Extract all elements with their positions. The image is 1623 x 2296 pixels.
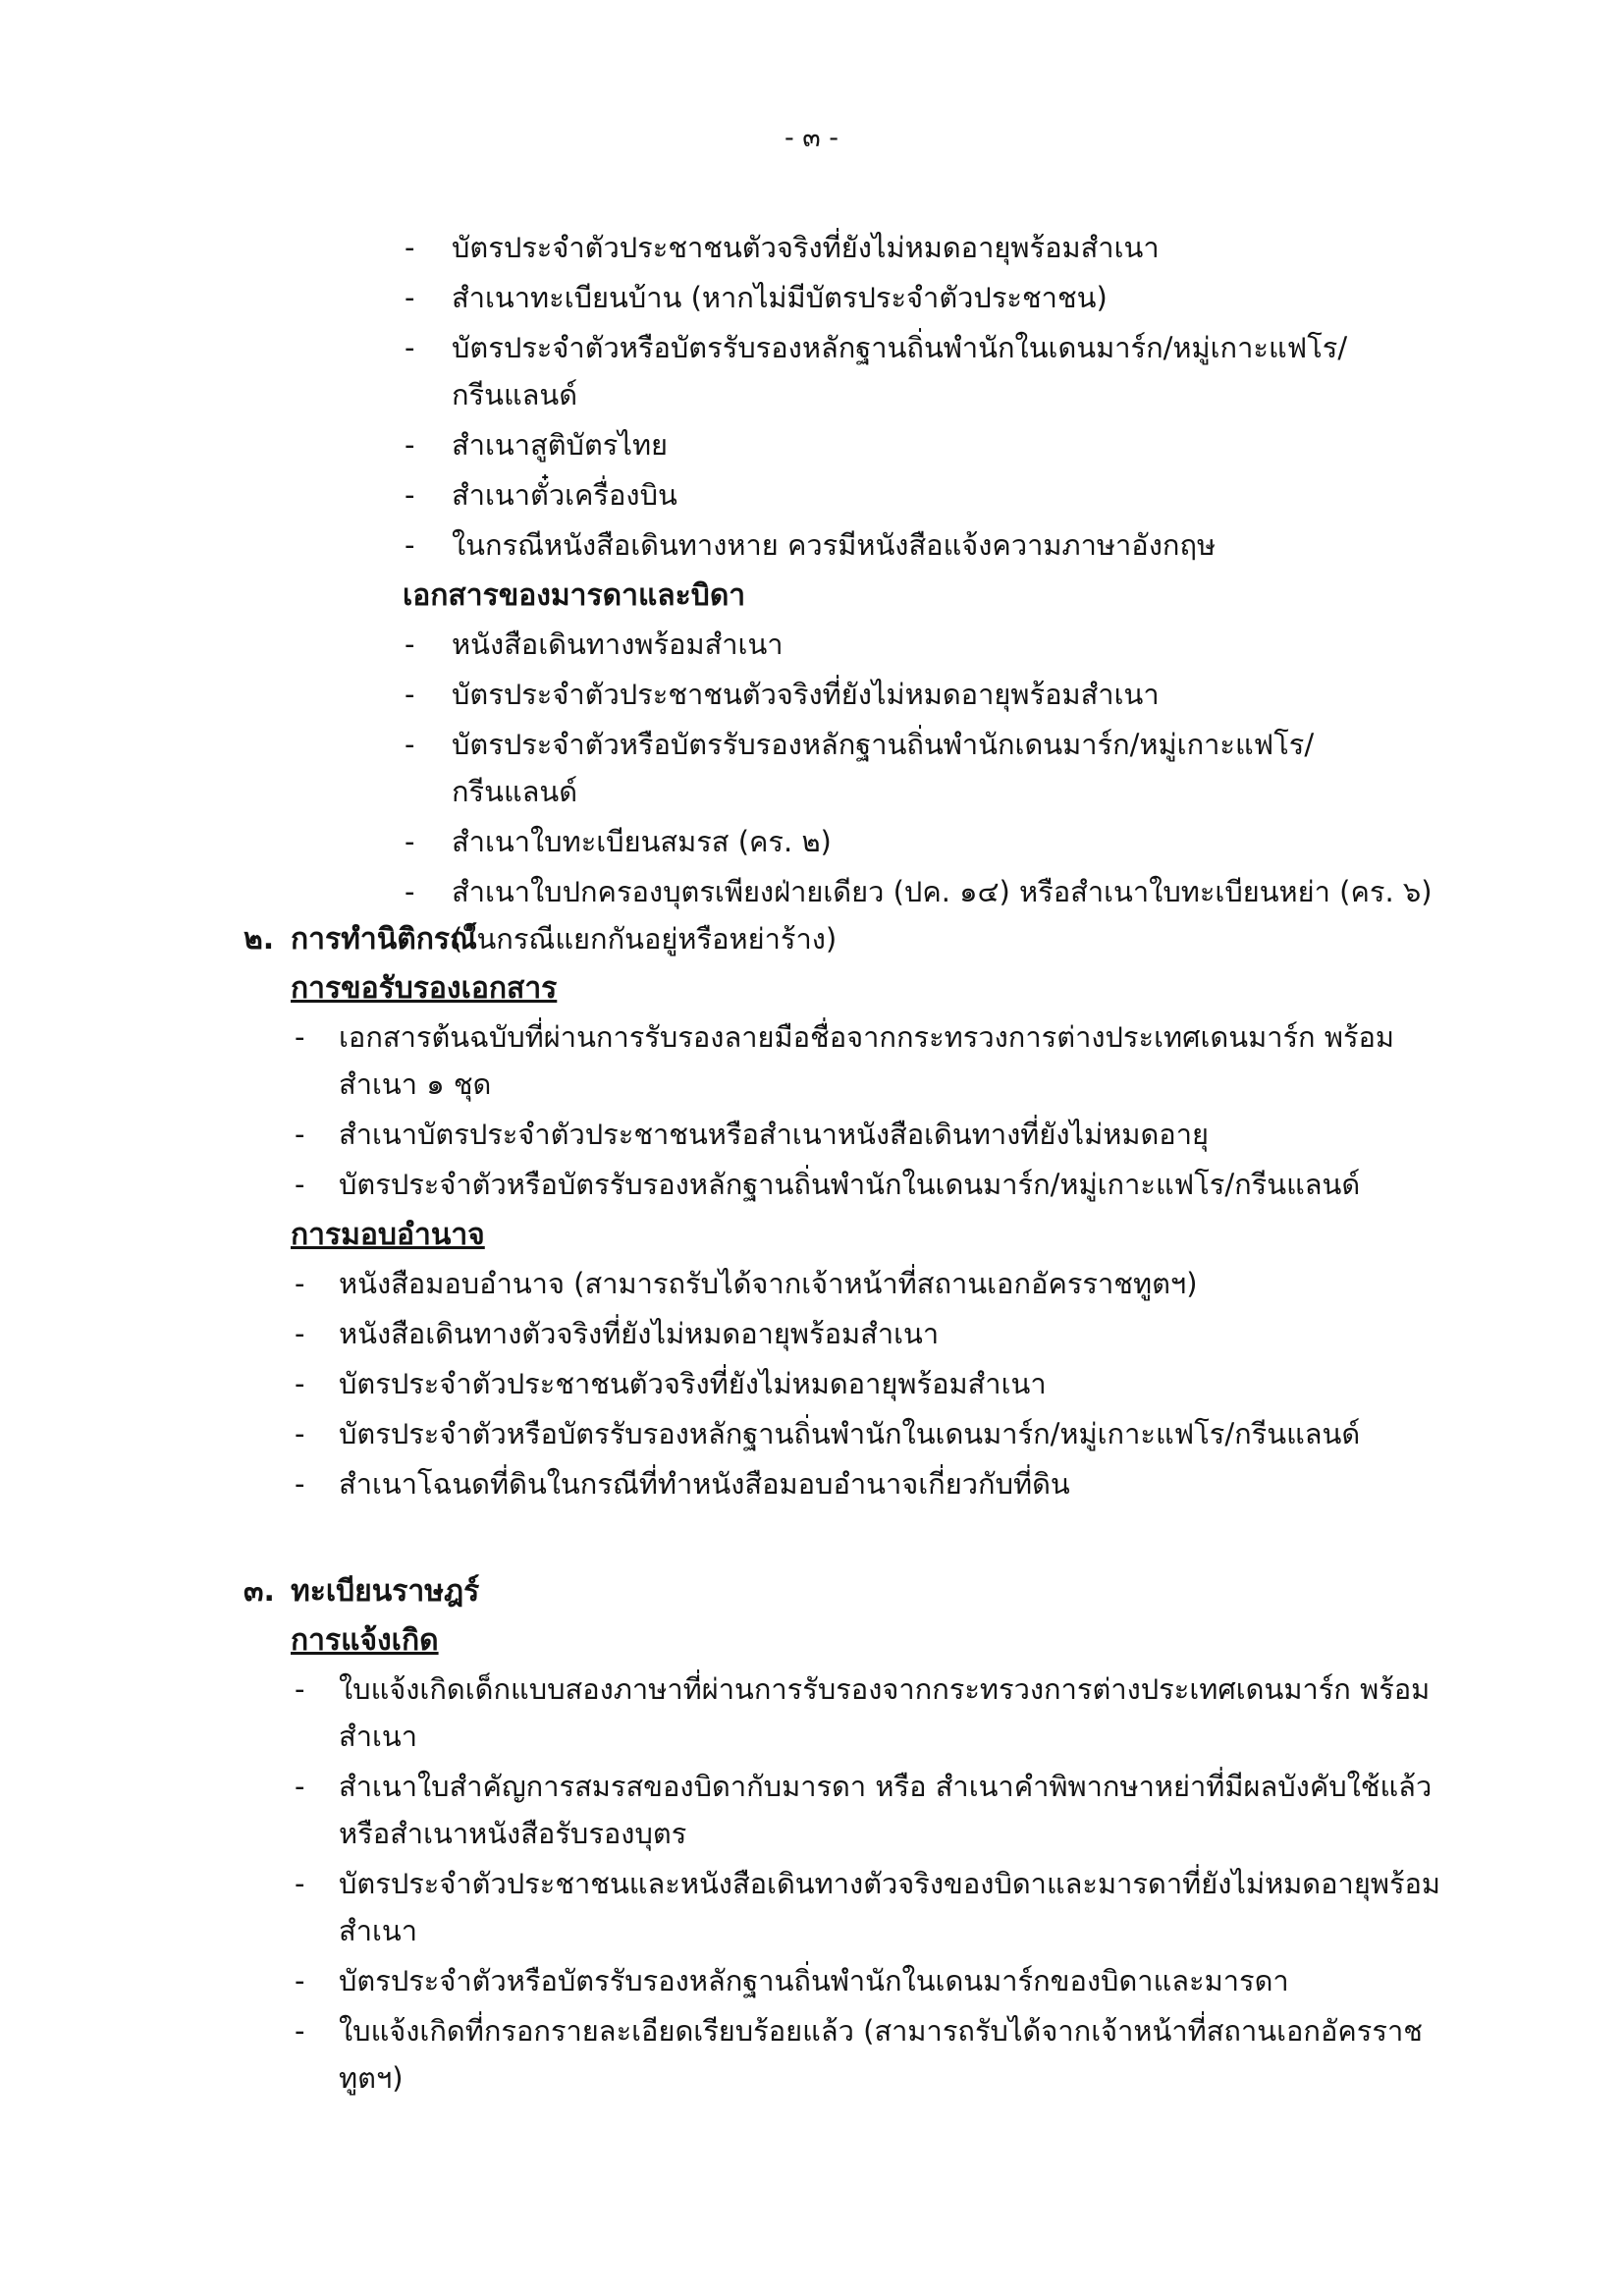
dash-bullet: - — [405, 875, 415, 908]
dash-bullet: - — [295, 1867, 305, 1900]
section2-label: การทำนิติกรณ์ — [291, 922, 477, 957]
list-item: - สำเนาโฉนดที่ดินในกรณีที่ทำหนังสือมอบอำนาจเกี่ยวกับที่ดิน — [0, 1460, 1623, 1507]
dash-bullet: - — [295, 1118, 305, 1151]
section3-number: ๓. — [243, 1574, 275, 1609]
list-item: - บัตรประจำตัวหรือบัตรรับรองหลักฐานถิ่นพำนักในเดนมาร์ก/หมู่เกาะแฟโร/กรีนแลนด์ — [0, 324, 1623, 418]
list-item: - ในกรณีหนังสือเดินทางหาย ควรมีหนังสือแจ้งความภาษาอังกฤษ — [0, 521, 1623, 569]
dash-bullet: - — [295, 1964, 305, 1997]
document-certification-list — [0, 1013, 1623, 1208]
list-item: - สำเนาตั๋วเครื่องบิน — [0, 471, 1623, 519]
dash-bullet: - — [405, 428, 415, 462]
list-item: - ใบแจ้งเกิดเด็กแบบสองภาษาที่ผ่านการรับรองจากกระทรวงการต่างประเทศเดนมาร์ก พร้อมสำเนา — [0, 1666, 1623, 1760]
section2 — [0, 915, 1623, 1510]
dash-bullet: - — [295, 1020, 305, 1054]
list-item: - หนังสือเดินทางพร้อมสำเนา — [0, 621, 1623, 668]
list-item: - บัตรประจำตัวประชาชนและหนังสือเดินทางตัวจริงของบิดาและมารดาที่ยังไม่หมดอายุพร้อมสำเนา — [0, 1860, 1623, 1954]
parents-documents-heading: เอกสารของมารดาและบิดา — [403, 578, 746, 613]
list-item: - บัตรประจำตัวหรือบัตรรับรองหลักฐานถิ่นพำนักในเดนมาร์กของบิดาและมารดา — [0, 1957, 1623, 2004]
dash-bullet: - — [295, 1672, 305, 1706]
dash-bullet: - — [405, 628, 415, 661]
list-item: - บัตรประจำตัวหรือบัตรรับรองหลักฐานถิ่นพำนักในเดนมาร์ก/หมู่เกาะแฟโร/กรีนแลนด์ — [0, 1410, 1623, 1457]
birth-registration-list — [0, 1666, 1623, 2102]
list-item: - บัตรประจำตัวประชาชนตัวจริงที่ยังไม่หมดอายุพร้อมสำเนา — [0, 671, 1623, 718]
dash-bullet: - — [295, 1168, 305, 1201]
dash-bullet: - — [405, 331, 415, 364]
applicant-documents-list — [0, 224, 1623, 569]
dash-bullet: - — [405, 728, 415, 761]
list-item: - บัตรประจำตัวหรือบัตรรับรองหลักฐานถิ่นพำนักเดนมาร์ก/หมู่เกาะแฟโร/กรีนแลนด์ — [0, 721, 1623, 815]
section2-title — [243, 915, 1623, 964]
dash-bullet: - — [295, 1770, 305, 1803]
dash-bullet: - — [405, 825, 415, 858]
dash-bullet: - — [295, 1367, 305, 1400]
power-of-attorney-list — [0, 1260, 1623, 1507]
section1-continued — [0, 224, 1623, 965]
list-item: - บัตรประจำตัวประชาชนตัวจริงที่ยังไม่หมดอายุพร้อมสำเนา — [0, 1360, 1623, 1407]
list-item: - สำเนาใบสำคัญการสมรสของบิดากับมารดา หรือ สำเนาคำพิพากษาหย่าที่มีผลบังคับใช้แล้ว หรือสำเนาหนังสือรับรองบุตร — [0, 1763, 1623, 1857]
list-item: - สำเนาทะเบียนบ้าน (หากไม่มีบัตรประจำตัวประชาชน) — [0, 274, 1623, 321]
dash-bullet: - — [295, 1417, 305, 1450]
birth-registration-heading: การแจ้งเกิด — [291, 1623, 439, 1658]
dash-bullet: - — [405, 678, 415, 711]
dash-bullet: - — [405, 231, 415, 264]
page-number: - ๓ - — [784, 123, 839, 153]
list-item: - ใบแจ้งเกิดที่กรอกรายละเอียดเรียบร้อยแล้ว (สามารถรับได้จากเจ้าหน้าที่สถานเอกอัครราชทูตฯ) — [0, 2007, 1623, 2102]
document-certification-heading: การขอรับรองเอกสาร — [291, 971, 558, 1006]
list-item: - บัตรประจำตัวหรือบัตรรับรองหลักฐานถิ่นพำนักในเดนมาร์ก/หมู่เกาะแฟโร/กรีนแลนด์ — [0, 1161, 1623, 1208]
list-item: - เอกสารต้นฉบับที่ผ่านการรับรองลายมือชื่อจากกระทรวงการต่างประเทศเดนมาร์ก พร้อมสำเนา ๑ ชุด — [0, 1013, 1623, 1108]
list-item: - สำเนาบัตรประจำตัวประชาชนหรือสำเนาหนังสือเดินทางที่ยังไม่หมดอายุ — [0, 1111, 1623, 1158]
list-item: - หนังสือมอบอำนาจ (สามารถรับได้จากเจ้าหน้าที่สถานเอกอัครราชทูตฯ) — [0, 1260, 1623, 1307]
dash-bullet: - — [295, 2014, 305, 2048]
section2-number: ๒. — [243, 922, 275, 957]
dash-bullet: - — [295, 1267, 305, 1300]
list-item: - สำเนาใบทะเบียนสมรส (คร. ๒) — [0, 818, 1623, 865]
power-of-attorney-heading: การมอบอำนาจ — [291, 1218, 485, 1252]
dash-bullet: - — [405, 528, 415, 562]
dash-bullet: - — [405, 281, 415, 314]
list-item: - บัตรประจำตัวประชาชนตัวจริงที่ยังไม่หมดอายุพร้อมสำเนา — [0, 224, 1623, 271]
section3-label: ทะเบียนราษฎร์ — [291, 1574, 480, 1609]
list-item: - สำเนาใบปกครองบุตรเพียงฝ่ายเดียว (ปค. ๑๔) หรือสำเนาใบทะเบียนหย่า (คร. ๖) (ในกรณีแยกกันอยู่หรือหย่าร้าง) — [0, 868, 1623, 962]
dash-bullet: - — [405, 478, 415, 512]
list-item: - หนังสือเดินทางตัวจริงที่ยังไม่หมดอายุพร้อมสำเนา — [0, 1310, 1623, 1357]
list-item: - สำเนาสูติบัตรไทย — [0, 421, 1623, 468]
dash-bullet: - — [295, 1467, 305, 1501]
section3 — [0, 1567, 1623, 2105]
dash-bullet: - — [295, 1317, 305, 1350]
parents-documents-list — [0, 621, 1623, 962]
section3-title — [243, 1567, 1623, 1616]
